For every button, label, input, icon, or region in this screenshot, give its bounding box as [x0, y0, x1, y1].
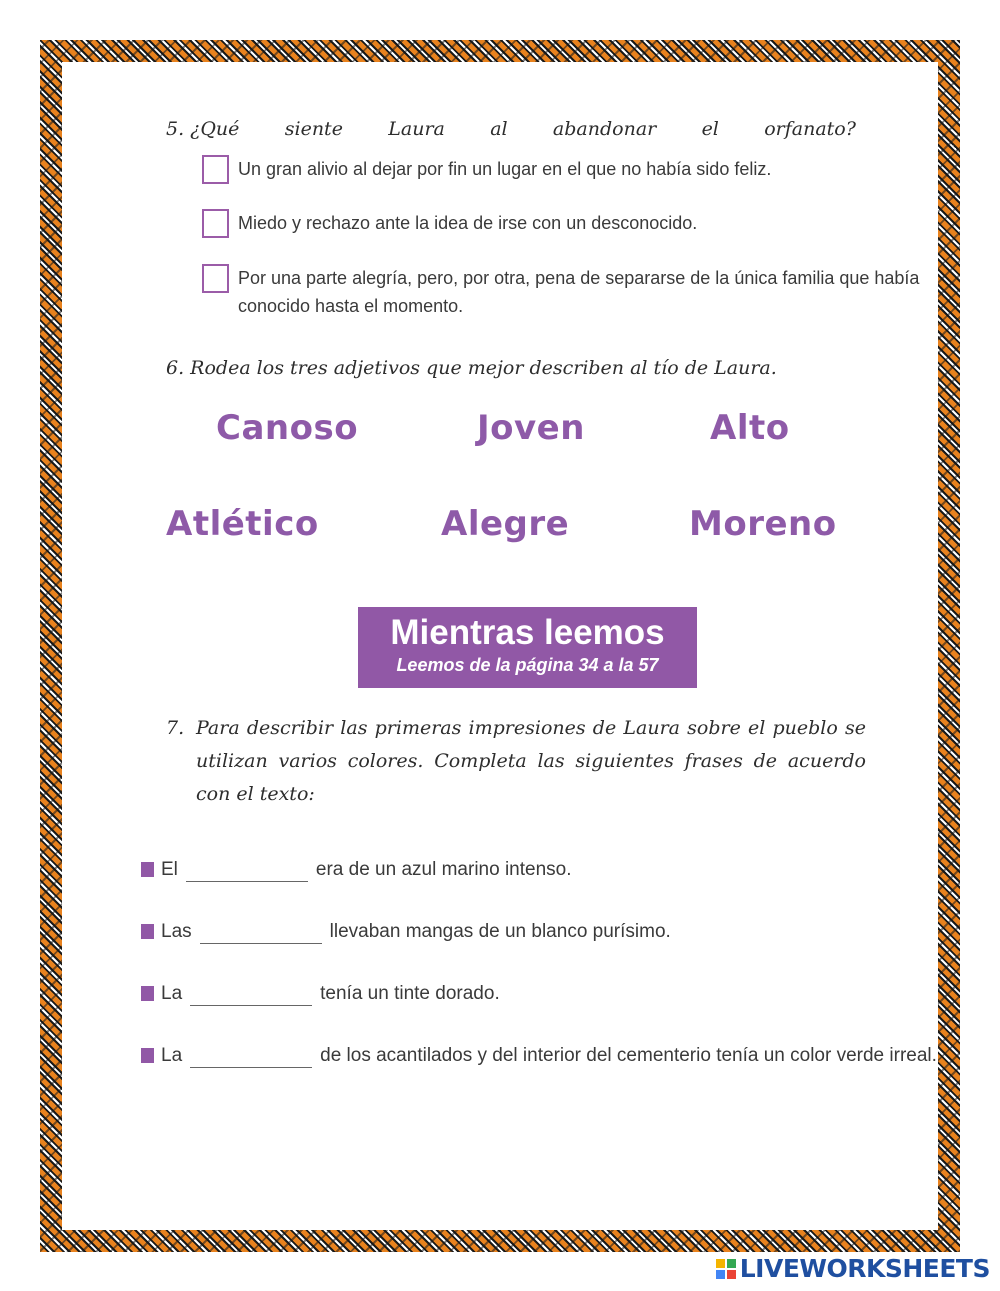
liveworksheets-grid-icon: [716, 1259, 736, 1279]
fill-row-4-blank-input[interactable]: [190, 1043, 312, 1068]
fill-row-1-suffix: era de un azul marino intenso.: [315, 858, 572, 880]
q7-number: 7.: [166, 717, 185, 739]
fill-row-3: [141, 981, 500, 1006]
banner-subtitle: Leemos de la página 34 a la 57: [396, 655, 659, 675]
q5-word: al: [490, 118, 508, 140]
fill-row-4: [141, 1043, 937, 1068]
q5-option-2-label: Miedo y rechazo ante la idea de irse con un desconocido.: [238, 213, 698, 233]
q7-text: Para describir las primeras impresiones de Laura sobre el pueblo se utilizan varios colores. Completa las siguientes frases de acuerdo con el texto:: [196, 717, 866, 805]
q5-option-1-label: Un gran alivio al dejar por fin un lugar en el que no había sido feliz.: [238, 159, 772, 179]
adjective-moreno[interactable]: Moreno: [689, 504, 837, 544]
question-7-prompt: [166, 712, 866, 811]
fill-row-2-suffix: llevaban mangas de un blanco purísimo.: [329, 920, 671, 942]
adjective-atletico[interactable]: Atlético: [166, 504, 319, 544]
fill-row-3-suffix: tenía un tinte dorado.: [320, 982, 500, 1004]
question-5-prompt: [166, 118, 856, 140]
q5-option-2-checkbox[interactable]: [202, 209, 229, 238]
section-banner: [358, 607, 697, 688]
adjective-alegre[interactable]: Alegre: [441, 504, 570, 544]
fill-row-4-suffix: de los acantilados y del interior del cementerio tenía un color verde irreal.: [320, 1044, 937, 1066]
q5-option-2: [202, 209, 928, 238]
fill-row-2-prefix: Las: [161, 920, 192, 942]
q5-option-3-label: Por una parte alegría, pero, por otra, pena de separarse de la única familia que había conocido hasta el momento.: [238, 268, 920, 316]
adjective-canoso[interactable]: Canoso: [216, 408, 359, 448]
q5-option-3-checkbox[interactable]: [202, 264, 229, 293]
fill-row-2-blank-input[interactable]: [200, 919, 322, 944]
adjective-alto[interactable]: Alto: [710, 408, 790, 448]
fill-row-1: [141, 857, 572, 882]
fill-row-1-prefix: El: [161, 858, 178, 880]
q5-option-1-checkbox[interactable]: [202, 155, 229, 184]
q5-word: Laura: [388, 118, 445, 140]
q5-word: el: [701, 118, 719, 140]
q5-option-3: [202, 264, 928, 320]
square-bullet-icon: [141, 1048, 154, 1063]
square-bullet-icon: [141, 924, 154, 939]
banner-title: Mientras leemos: [390, 613, 665, 652]
question-6-prompt: 6. Rodea los tres adjetivos que mejor describen al tío de Laura.: [166, 357, 777, 379]
fill-row-1-blank-input[interactable]: [186, 857, 308, 882]
fill-row-2: [141, 919, 671, 944]
adjective-joven[interactable]: Joven: [477, 408, 585, 448]
square-bullet-icon: [141, 986, 154, 1001]
q5-word: abandonar: [552, 118, 657, 140]
fill-row-3-blank-input[interactable]: [190, 981, 312, 1006]
brand-text: LIVEWORKSHEETS: [739, 1254, 990, 1283]
q5-word: orfanato?: [764, 118, 856, 140]
q5-word: siente: [284, 118, 343, 140]
q5-word: 5. ¿Qué: [166, 118, 240, 140]
fill-row-3-prefix: La: [161, 982, 183, 1004]
square-bullet-icon: [141, 862, 154, 877]
q5-option-1: [202, 155, 928, 184]
fill-row-4-prefix: La: [161, 1044, 183, 1066]
liveworksheets-logo: [716, 1254, 990, 1283]
